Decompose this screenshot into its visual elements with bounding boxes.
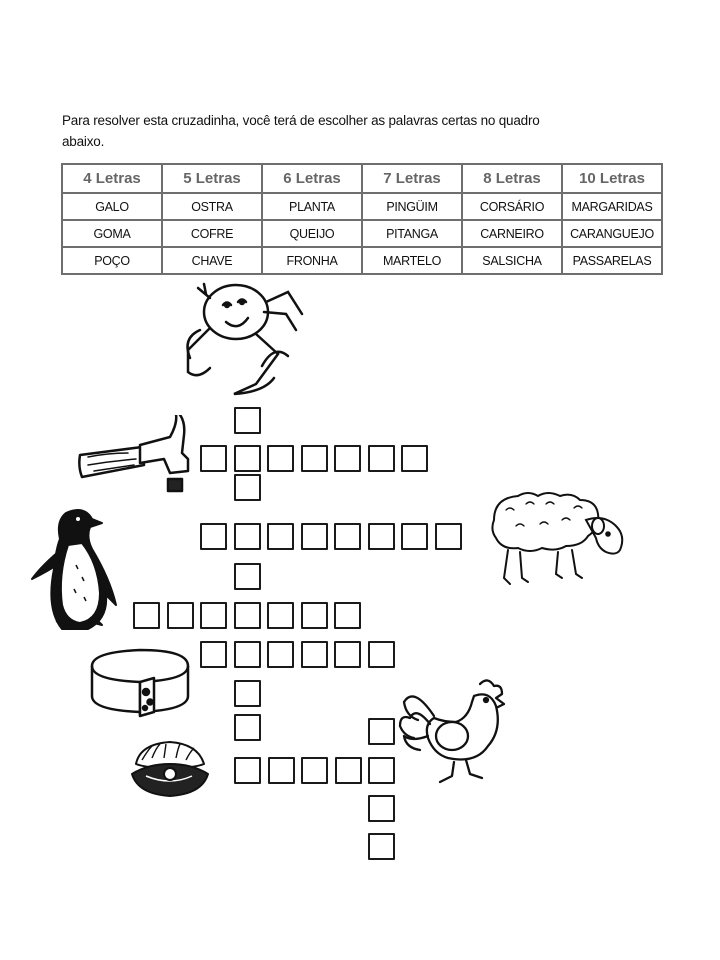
header-5-letters: 5 Letras [162, 164, 262, 193]
header-6-letters: 6 Letras [262, 164, 362, 193]
crossword-cell[interactable] [368, 757, 395, 784]
word-cell: COFRE [162, 220, 262, 247]
crossword-cell[interactable] [368, 718, 395, 745]
crossword-cell[interactable] [435, 523, 462, 550]
crossword-cell[interactable] [234, 445, 261, 472]
crossword-cell[interactable] [234, 714, 261, 741]
crossword-cell[interactable] [167, 602, 194, 629]
crossword-cell[interactable] [267, 523, 294, 550]
word-cell: PASSARELAS [562, 247, 662, 274]
cheese-picture [88, 648, 193, 718]
crossword-cell[interactable] [234, 563, 261, 590]
crossword-cell[interactable] [268, 757, 295, 784]
crossword-cell[interactable] [301, 641, 328, 668]
crab-picture [176, 280, 311, 398]
penguin-icon [26, 505, 126, 630]
word-cell: POÇO [62, 247, 162, 274]
word-cell: PITANGA [362, 220, 462, 247]
header-4-letters: 4 Letras [62, 164, 162, 193]
word-cell: PINGÜIM [362, 193, 462, 220]
crossword-cell[interactable] [335, 757, 362, 784]
crossword-cell[interactable] [200, 602, 227, 629]
crossword-cell[interactable] [301, 445, 328, 472]
crossword-cell[interactable] [200, 445, 227, 472]
word-cell: CORSÁRIO [462, 193, 562, 220]
sheep-icon [486, 490, 628, 595]
rooster-picture [398, 678, 516, 790]
crossword-cell[interactable] [234, 474, 261, 501]
crossword-cell[interactable] [234, 602, 261, 629]
crossword-cell[interactable] [200, 641, 227, 668]
word-cell: CARNEIRO [462, 220, 562, 247]
crossword-cell[interactable] [368, 641, 395, 668]
crossword-cell[interactable] [234, 407, 261, 434]
header-8-letters: 8 Letras [462, 164, 562, 193]
crossword-cell[interactable] [334, 602, 361, 629]
crossword-cell[interactable] [301, 757, 328, 784]
header-7-letters: 7 Letras [362, 164, 462, 193]
hammer-icon [74, 415, 192, 495]
crossword-cell[interactable] [234, 680, 261, 707]
crossword-cell[interactable] [368, 833, 395, 860]
crossword-cell[interactable] [401, 445, 428, 472]
word-cell: FRONHA [262, 247, 362, 274]
crossword-cell[interactable] [368, 445, 395, 472]
crossword-cell[interactable] [133, 602, 160, 629]
rooster-icon [398, 678, 516, 790]
crossword-cell[interactable] [234, 757, 261, 784]
sheep-picture [486, 490, 628, 595]
penguin-picture [26, 505, 126, 630]
word-cell: PLANTA [262, 193, 362, 220]
word-cell: CHAVE [162, 247, 262, 274]
word-cell: CARANGUEJO [562, 220, 662, 247]
word-cell: GALO [62, 193, 162, 220]
instructions-text: Para resolver esta cruzadinha, você terá de escolher as palavras certas no quadro abaixo. [62, 113, 540, 149]
hammer-picture [74, 415, 192, 495]
oyster-icon [128, 740, 210, 800]
crossword-cell[interactable] [301, 523, 328, 550]
crossword-cell[interactable] [368, 795, 395, 822]
crossword-cell[interactable] [267, 602, 294, 629]
oyster-picture [128, 740, 210, 800]
cheese-icon [88, 648, 193, 718]
crossword-cell[interactable] [234, 523, 261, 550]
word-cell: OSTRA [162, 193, 262, 220]
crossword-cell[interactable] [334, 641, 361, 668]
crossword-cell[interactable] [368, 523, 395, 550]
header-10-letters: 10 Letras [562, 164, 662, 193]
crossword-cell[interactable] [200, 523, 227, 550]
crossword-cell[interactable] [234, 641, 261, 668]
crossword-cell[interactable] [267, 641, 294, 668]
crossword-cell[interactable] [334, 523, 361, 550]
word-cell: SALSICHA [462, 247, 562, 274]
crossword-cell[interactable] [334, 445, 361, 472]
word-cell: MARTELO [362, 247, 462, 274]
crab-icon [176, 280, 311, 398]
crossword-cell[interactable] [267, 445, 294, 472]
crossword-cell[interactable] [401, 523, 428, 550]
crossword-cell[interactable] [301, 602, 328, 629]
word-cell: MARGARIDAS [562, 193, 662, 220]
word-cell: GOMA [62, 220, 162, 247]
word-cell: QUEIJO [262, 220, 362, 247]
